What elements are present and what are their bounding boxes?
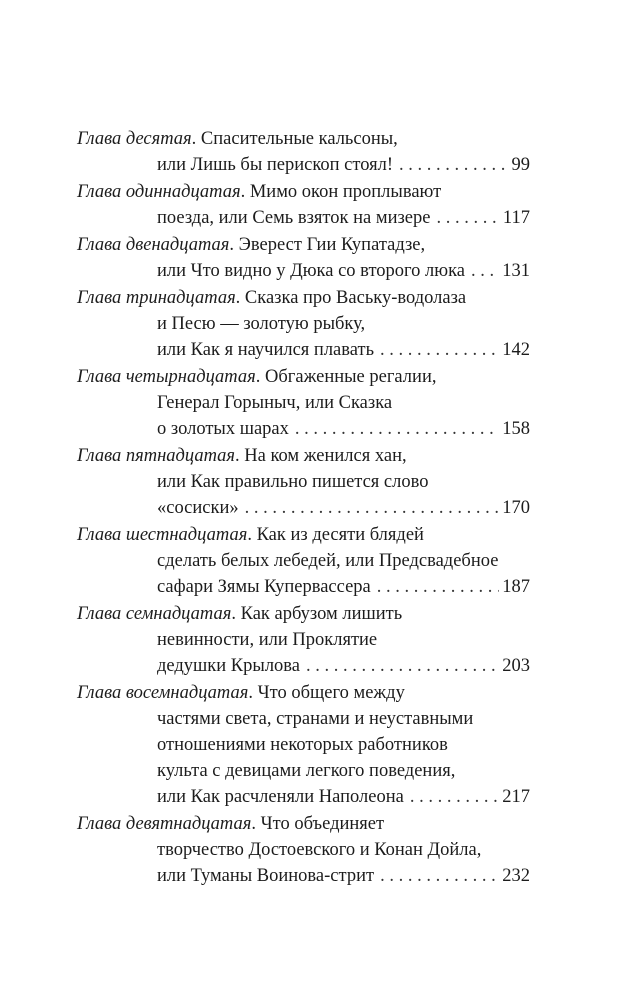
toc-continuation-line [77, 758, 530, 784]
page-number: 170 [502, 498, 530, 518]
toc-continuation-line [77, 258, 530, 284]
toc-entry [77, 285, 530, 363]
toc-continuation-line [77, 784, 530, 810]
toc-continuation-line [77, 152, 530, 178]
toc-heading-line [77, 811, 530, 837]
toc-heading-line [77, 232, 530, 258]
chapter-label: Глава десятая [77, 129, 192, 149]
chapter-separator: . [235, 446, 245, 466]
toc-entry [77, 364, 530, 442]
chapter-title-text: дедушки Крылова [157, 656, 301, 676]
toc-entry [77, 811, 530, 889]
chapter-title-text: частями света, странами и неуставными [157, 709, 474, 729]
toc-continuation-line [77, 548, 530, 574]
dot-leader [380, 863, 499, 889]
chapter-label: Глава двенадцатая [77, 235, 230, 255]
chapter-title-text: творчество Достоевского и Конан Дойла, [157, 840, 482, 860]
chapter-title-text: поезда, или Семь взяток на мизере [157, 208, 431, 228]
chapter-title-text: Сказка про Ваську-водолаза [244, 288, 467, 308]
chapter-label: Глава шестнадцатая [77, 525, 248, 545]
chapter-title-text: сафари Зямы Купервассера [157, 577, 371, 597]
chapter-title-text: или Лишь бы перископ стоял! [157, 155, 394, 175]
dot-leader [306, 653, 499, 679]
chapter-label: Глава одиннадцатая [77, 182, 241, 202]
page-number: 232 [502, 866, 530, 886]
chapter-title-text: Спасительные кальсоны, [200, 129, 398, 149]
toc-heading-line [77, 126, 530, 152]
chapter-title-text: Что объединяет [260, 814, 385, 834]
table-of-contents [77, 126, 530, 889]
chapter-label: Глава четырнадцатая [77, 367, 256, 387]
chapter-title-text: или Как расчленяли Наполеона [157, 787, 404, 807]
chapter-label: Глава тринадцатая [77, 288, 236, 308]
chapter-separator: . [231, 604, 241, 624]
toc-continuation-line [77, 653, 530, 679]
toc-heading-line [77, 443, 530, 469]
toc-continuation-line [77, 337, 530, 363]
page-number: 187 [502, 577, 530, 597]
page-number: 158 [502, 419, 530, 439]
toc-continuation-line [77, 390, 530, 416]
toc-continuation-line [77, 495, 530, 521]
chapter-title-text: или Как правильно пишется слово [157, 472, 429, 492]
chapter-title-text: невинности, или Проклятие [157, 630, 378, 650]
chapter-separator: . [251, 814, 261, 834]
toc-entry [77, 179, 530, 231]
chapter-label: Глава семнадцатая [77, 604, 232, 624]
toc-continuation-line [77, 706, 530, 732]
page-number: 131 [502, 261, 530, 281]
chapter-title-text: На ком женился хан, [244, 446, 407, 466]
page-number: 203 [502, 656, 530, 676]
dot-leader [377, 574, 500, 600]
toc-heading-line [77, 364, 530, 390]
chapter-separator: . [191, 129, 201, 149]
toc-entry [77, 522, 530, 600]
dot-leader [245, 495, 500, 521]
chapter-label: Глава восемнадцатая [77, 683, 249, 703]
chapter-separator: . [229, 235, 239, 255]
toc-continuation-line [77, 311, 530, 337]
page-number: 217 [502, 787, 530, 807]
chapter-title-text: Обгаженные регалии, [265, 367, 437, 387]
toc-continuation-line [77, 627, 530, 653]
dot-leader [436, 205, 499, 231]
toc-entry [77, 601, 530, 679]
page-number: 117 [502, 208, 530, 228]
toc-continuation-line [77, 574, 530, 600]
toc-entry [77, 126, 530, 178]
chapter-title-text: или Что видно у Дюка со второго люка [157, 261, 466, 281]
toc-continuation-line [77, 469, 530, 495]
toc-continuation-line [77, 416, 530, 442]
chapter-title-text: отношениями некоторых работников [157, 735, 448, 755]
toc-heading-line [77, 285, 530, 311]
chapter-separator: . [235, 288, 245, 308]
chapter-title-text: или Как я научился плавать [157, 340, 375, 360]
toc-continuation-line [77, 205, 530, 231]
chapter-title-text: Генерал Горыныч, или Сказка [157, 393, 393, 413]
dot-leader [471, 258, 499, 284]
toc-entry [77, 680, 530, 810]
chapter-separator: . [248, 683, 258, 703]
dot-leader [399, 152, 508, 178]
toc-heading-line [77, 179, 530, 205]
chapter-separator: . [240, 182, 250, 202]
toc-entry [77, 443, 530, 521]
chapter-title-text: сделать белых лебедей, или Предсвадебное [157, 551, 499, 571]
chapter-title-text: или Туманы Воинова-стрит [157, 866, 375, 886]
page-number: 99 [511, 155, 530, 175]
toc-continuation-line [77, 732, 530, 758]
chapter-title-text: «сосиски» [157, 498, 239, 518]
chapter-title-text: Как арбузом лишить [240, 604, 403, 624]
chapter-title-text: Как из десяти блядей [256, 525, 424, 545]
chapter-title-text: Эверест Гии Купатадзе, [238, 235, 426, 255]
dot-leader [295, 416, 499, 442]
toc-heading-line [77, 680, 530, 706]
chapter-label: Глава девятнадцатая [77, 814, 252, 834]
chapter-title-text: Мимо окон проплывают [249, 182, 442, 202]
chapter-label: Глава пятнадцатая [77, 446, 236, 466]
toc-heading-line [77, 601, 530, 627]
dot-leader [410, 784, 499, 810]
chapter-title-text: Что общего между [257, 683, 405, 703]
toc-continuation-line [77, 837, 530, 863]
chapter-title-text: о золотых шарах [157, 419, 289, 439]
toc-entry [77, 232, 530, 284]
chapter-title-text: и Песю — золотую рыбку, [157, 314, 366, 334]
chapter-title-text: культа с девицами легкого поведения, [157, 761, 456, 781]
dot-leader [380, 337, 499, 363]
page-number: 142 [502, 340, 530, 360]
chapter-separator: . [255, 367, 265, 387]
toc-continuation-line [77, 863, 530, 889]
toc-heading-line [77, 522, 530, 548]
chapter-separator: . [247, 525, 257, 545]
